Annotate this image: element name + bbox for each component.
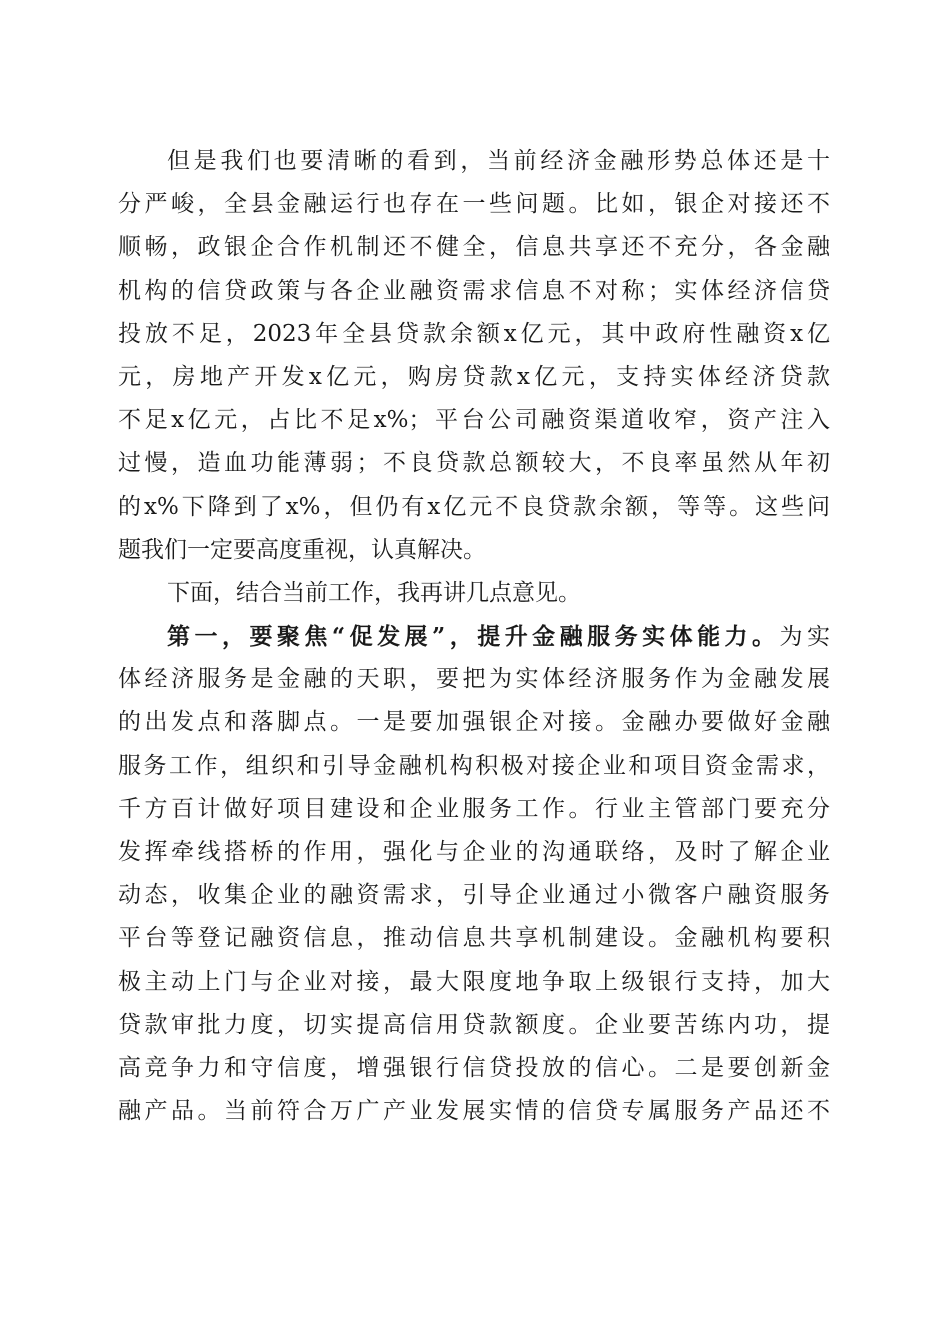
paragraph-line: 的出发点和落脚点。一是要加强银企对接。金融办要做好金融: [118, 709, 830, 736]
paragraph-line: 机构的信贷政策与各企业融资需求信息不对称；实体经济信贷: [118, 277, 830, 304]
section-heading: 第一，要聚焦“促发展”，提升金融服务实体能力。: [167, 623, 780, 651]
document-body: [118, 140, 830, 1133]
paragraph-line: 贷款审批力度，切实提高信用贷款额度。企业要苦练内功，提: [118, 1011, 830, 1038]
paragraph-line: 分严峻，全县金融运行也存在一些问题。比如，银企对接还不: [118, 191, 830, 218]
paragraph-line: 不足x亿元，占比不足x%；平台公司融资渠道收窄，资产注入: [118, 407, 830, 434]
paragraph-line: 融产品。当前符合万广产业发展实情的信贷专属服务产品还不: [118, 1098, 830, 1125]
paragraph-line: 题我们一定要高度重视，认真解决。: [118, 536, 486, 563]
paragraph-line: 元，房地产开发x亿元，购房贷款x亿元，支持实体经济贷款: [118, 363, 830, 390]
paragraph-line: 高竞争力和守信度，增强银行信贷投放的信心。二是要创新金: [118, 1054, 830, 1081]
paragraph-line: 但是我们也要清晰的看到，当前经济金融形势总体还是十: [167, 148, 830, 174]
paragraph-line: 千方百计做好项目建设和企业服务工作。行业主管部门要充分: [118, 795, 830, 822]
paragraph-line: 发挥牵线搭桥的作用，强化与企业的沟通联络，及时了解企业: [118, 839, 830, 865]
paragraph-line: 下面，结合当前工作，我再讲几点意见。: [167, 579, 581, 606]
paragraph-line: 动态，收集企业的融资需求，引导企业通过小微客户融资服务: [118, 882, 830, 909]
paragraph-line: [118, 615, 830, 658]
paragraph-line: 投放不足，2023年全县贷款余额x亿元，其中政府性融资x亿: [118, 320, 830, 347]
paragraph-text: 为实: [779, 624, 830, 651]
paragraph-line: 过慢，造血功能薄弱；不良贷款总额较大，不良率虽然从年初: [118, 450, 830, 477]
paragraph-line: 的x%下降到了x%，但仍有x亿元不良贷款余额，等等。这些问: [118, 493, 830, 520]
paragraph-line: 平台等登记融资信息，推动信息共享机制建设。金融机构要积: [118, 925, 830, 952]
paragraph-line: 服务工作，组织和引导金融机构积极对接企业和项目资金需求，: [118, 752, 830, 779]
paragraph-line: 体经济服务是金融的天职，要把为实体经济服务作为金融发展: [118, 666, 830, 693]
paragraph-line: 顺畅，政银企合作机制还不健全，信息共享还不充分，各金融: [118, 234, 830, 261]
paragraph-line: 极主动上门与企业对接，最大限度地争取上级银行支持，加大: [118, 968, 830, 995]
